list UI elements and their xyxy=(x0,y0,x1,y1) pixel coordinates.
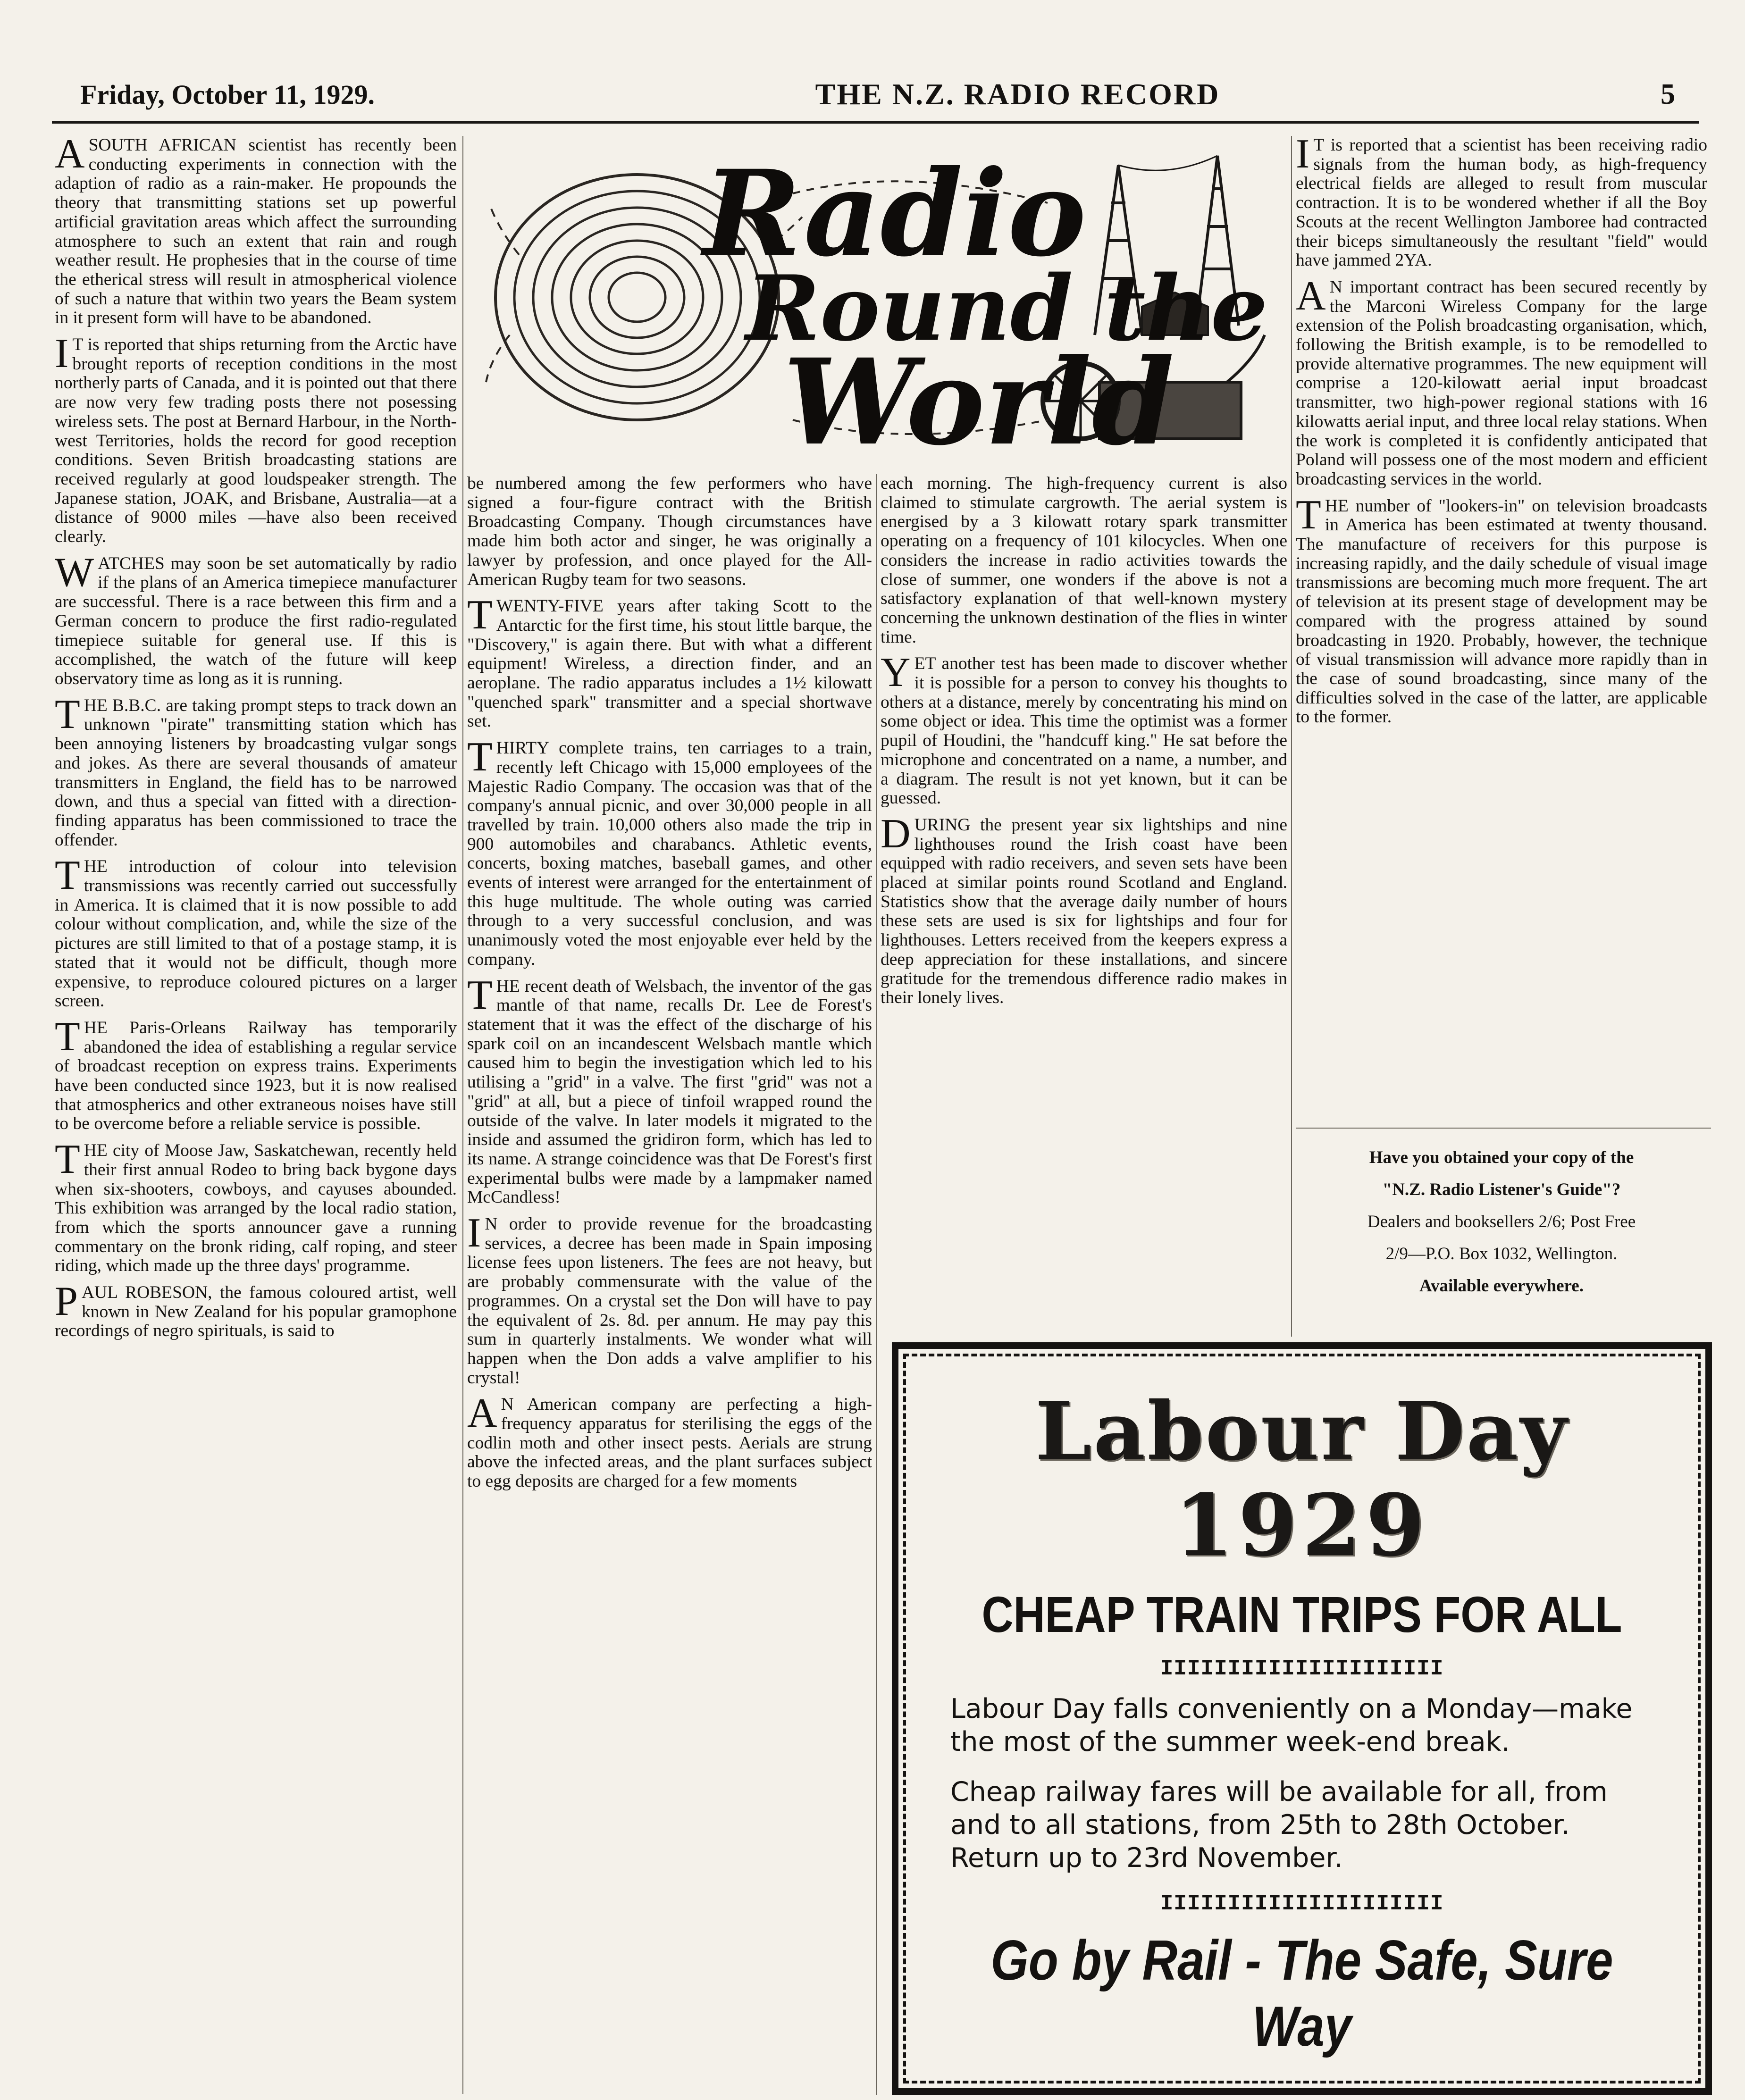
article-paris-orleans: THE Paris-Orleans Railway has temporarily abandoned the idea of establishing a regular service of broadcast reception on express trains. Experiments have been conducted since 1923, but it is now realised that atmospherics and other extraneous noises have still to be overcome before a reliable service is possible. xyxy=(55,1013,457,1134)
guide-line-5: Available everywhere. xyxy=(1419,1276,1584,1296)
article-moose-jaw: THE city of Moose Jaw, Saskatchewan, recently held their first annual Rodeo to bring back bygone days when six-shooters, cowboys, and cayuses abounded. This exhibition was arranged by the local radio station, from which the sports announcer gave a running commentary on the bronk riding, calf roping, and steer riding, which made up the three days' programme. xyxy=(55,1137,457,1276)
column-rule xyxy=(1291,136,1292,1337)
column-rule xyxy=(876,474,877,2095)
advert-paragraph-1: Labour Day falls conveniently on a Monday—make the most of the summer week-end break. xyxy=(950,1693,1633,1757)
article-paul-robeson: PAUL ROBESON, the famous coloured artist, well known in New Zealand for his popular gramophone recordings of negro spirituals, is said to xyxy=(55,1279,457,1341)
article-arctic-ships: IT is reported that ships returning from the Arctic have brought reports of reception conditions in the most northerly parts of Canada, and it is pointed out that there are now very few trading posts there not posessing wireless sets. The post at Bernard Harbour, in the North-west Territories, holds the record for good reception conditions. Seven British broadcasting stations are received regularly at good loudspeaker strength. The Japanese station, JOAK, and Brisbane, Australia—at a distance of 9000 miles —have also been received clearly. xyxy=(55,331,457,547)
article-polish-broadcasting: AN important contract has been secured recently by the Marconi Wireless Company for the large extension of the Polish broadcasting organisation, which, following the British example, is to be remodelled to provide alternative programmes. The new equipment will comprise a 120-kilowatt aerial input broadcast transmitter, two high-power regional stations with 16 kilowatts aerial input, and three local relay stations. When the work is completed it is confidently anticipated that Poland will possess one of the most modern and efficient broadcasting services in the world. xyxy=(1296,273,1707,489)
section-rule xyxy=(1296,1128,1711,1129)
page-header xyxy=(80,71,1675,118)
advert-divider: IIIIIIIIIIIIIIIIIIIII xyxy=(1160,1657,1444,1681)
masthead: THE N.Z. RADIO RECORD xyxy=(815,77,1220,111)
advert-paragraph-2: Cheap railway fares will be available for all, from and to all stations, from 25th to 28th October. Return up to 23rd November. xyxy=(950,1776,1608,1874)
guide-line-1: Have you obtained your copy of the xyxy=(1369,1148,1634,1167)
article-discovery: TWENTY-FIVE years after taking Scott to the Antarctic for the first time, his stout little barque, the "Discovery," is again there. But with what a different equipment! Wireless, a direction finder, and an aeroplane. The radio apparatus includes a 1½ kilowatt "quenched spark" transmitter and a special shortwave set. xyxy=(467,592,872,731)
guide-line-2: "N.Z. Radio Listener's Guide"? xyxy=(1382,1180,1621,1199)
radio-round-the-world-banner xyxy=(481,137,1284,467)
article-paul-robeson-cont: be numbered among the few performers who have signed a four-figure contract with the British Broadcasting Company. Though circumstances have made him both actor and singer, he was originally a lawyer by profession, and once played for the All-American Rugby team for two seasons. xyxy=(467,474,872,589)
column-2 xyxy=(467,474,872,1499)
article-thirty-trains: THIRTY complete trains, ten carriages to a train, recently left Chicago with 15,000 employees of the Majestic Radio Company. The occasion was that of the company's annual picnic, and over 30,000 people in all travelled by train. 10,000 others also made the trip in 900 automobiles and charabancs. Athletic events, concerts, boxing matches, baseball games, and other events of interest were arranged for the entertainment of this huge multitude. The whole outing was carried through to a very successful conclusion, and was unanimously voted the most enjoyable ever held by the company. xyxy=(467,734,872,969)
article-rain-maker: ASOUTH AFRICAN scientist has recently been conducting experiments in connection with the adaption of radio as a rain-maker. He propounds the theory that transmitting stations set up powerful artificial gravitation areas which affect the surrounding atmosphere to such an extent that rain and rough weather result. He prophesies that in the course of time the etherical stress will result in atmospherical violence of such a nature that within two years the Beam system in it present form will have to be abandoned. xyxy=(55,131,457,328)
column-4 xyxy=(1296,131,1707,735)
banner-title-line3: World xyxy=(783,333,1175,467)
banner-illustration xyxy=(481,137,1284,467)
advert-subhead: CHEAP TRAIN TRIPS FOR ALL xyxy=(982,1586,1622,1643)
article-welsbach: THE recent death of Welsbach, the inventor of the gas mantle of that name, recalls Dr. Lee de Forest's statement that it was the effect of the discharge of his spark coil on an incandescent Welsbach mantle which caused him to begin the investigation which led to his utilising a "grid" in a valve. The first "grid" was not a "grid" at all, but a piece of tinfoil wrapped round the outside of the valve. In later models it migrated to the inside and assumed the gridiron form, which has led to its name. A strange coincidence was that De Forest's first experimental bulbs were made by a lampmaker named McCandless! xyxy=(467,972,872,1207)
banner-title-line2: Round the xyxy=(746,256,1268,361)
header-rule xyxy=(52,121,1699,124)
article-spain-license: IN order to provide revenue for the broadcasting services, a decree has been made in Spain imposing license fees upon listeners. The fees are not heavy, but are probably commensurate with the value of the programmes. On a crystal set the Don will have to pay the equivalent of 2s. 8d. per annum. He may pay this sum in quarterly instalments. We wonder what will happen when the Don adds a valve amplifier to his crystal! xyxy=(467,1210,872,1388)
page-number: 5 xyxy=(1660,78,1675,110)
advert-headline: Labour Day xyxy=(1035,1384,1569,1479)
listeners-guide-notice xyxy=(1296,1142,1707,1302)
advert-year: 1929 xyxy=(1174,1476,1430,1575)
guide-line-3: Dealers and booksellers 2/6; Post Free xyxy=(1367,1212,1636,1231)
advert-content xyxy=(922,1368,1682,2069)
guide-line-4: 2/9—P.O. Box 1032, Wellington. xyxy=(1385,1244,1618,1263)
article-lookers-in: THE number of "lookers-in" on television broadcasts in America has been estimated at twenty thousand. The manufacture of receivers for this purpose is increasing rapidly, and the daily schedule of visual image transmissions are becoming much more frequent. The art of television at its present stage of development may be compared with the progress attained by sound broadcasting in 1920. Probably, however, the technique of visual transmission will advance more rapidly than in the case of sound broadcasting, since many of the difficulties solved in the case of the latter, are applicable to the former. xyxy=(1296,492,1707,727)
article-colour-television: THE introduction of colour into television transmissions was recently carried out successfully in America. It is claimed that it is now possible to add colour without complication, and, while the size of the pictures are still limited to that of a postage stamp, it is stated that it would not be difficult, though more expensive, to reproduce coloured pictures on a larger screen. xyxy=(55,853,457,1011)
article-codlin-moth: AN American company are perfecting a high-frequency apparatus for sterilising the eggs of the codlin moth and other insect pests. Aerials are strung above the infected areas, and the plant surfaces subject to egg deposits are charged for a few moments xyxy=(467,1390,872,1491)
column-3 xyxy=(881,474,1287,1015)
column-rule xyxy=(462,136,463,2094)
article-radio-watches: WATCHES may soon be set automatically by radio if the plans of an America timepiece manufacturer are successful. There is a race between this firm and a German concern to produce the first radio-regulated timepiece suitable for general use. If this is accomplished, the watch of the future will keep observatory time as long as it is running. xyxy=(55,549,457,688)
banner-title-line1: Radio xyxy=(703,144,1087,283)
issue-date: Friday, October 11, 1929. xyxy=(80,79,375,110)
article-thought-transmission: YET another test has been made to discover whether it is possible for a person to convey his thoughts to others at a distance, merely by concentrating his mind on some object or idea. This time the optimist was a former pupil of Houdini, the "handcuff king." He sat before the microphone and concentrated on a name, a number, and a diagram. The result is not yet known, but it can be guessed. xyxy=(881,650,1287,808)
column-1 xyxy=(55,131,457,1348)
advert-divider: IIIIIIIIIIIIIIIIIIIII xyxy=(1160,1891,1444,1916)
labour-day-advert xyxy=(892,1342,1712,2095)
article-body-signals: IT is reported that a scientist has been receiving radio signals from the human body, as high-frequency electrical fields are alleged to result from muscular contraction. It is to be wondered whether if all the Boy Scouts at the recent Wellington Jamboree had contracted their biceps simultaneously the resultant "field" would have jammed 2YA. xyxy=(1296,131,1707,270)
advert-slogan: Go by Rail - The Safe, Sure Way xyxy=(990,1929,1613,2058)
article-codlin-moth-cont: each morning. The high-frequency current is also claimed to stimulate cargrowth. The aerial system is energised by a 3 kilowatt rotary spark transmitter operating on a frequency of 101 kilocycles. When one considers the increase in radio activities towards the close of summer, one wonders if the above is not a satisfactory explanation of that well-known mystery concerning the unknown destination of the flies in winter time. xyxy=(881,474,1287,647)
article-bbc-pirate: THE B.B.C. are taking prompt steps to track down an unknown "pirate" transmitting station which has been annoying listeners by broadcasting vulgar songs and jokes. As there are several thousands of amateur transmitters in England, the field has to be narrowed down, and thus a special van fitted with a direction-finding apparatus has been commissioned to trace the offender. xyxy=(55,691,457,850)
article-lightships: DURING the present year six lightships and nine lighthouses round the Irish coast have been equipped with radio receivers, and seven sets have been placed at similar points round Scotland and England. Statistics show that the average daily number of hours these sets are used is six for lightships and four for lighthouses. Letters received from the keepers express a deep appreciation for these installations, and sincere gratitude for the tremendous difference radio makes in their lonely lives. xyxy=(881,811,1287,1008)
